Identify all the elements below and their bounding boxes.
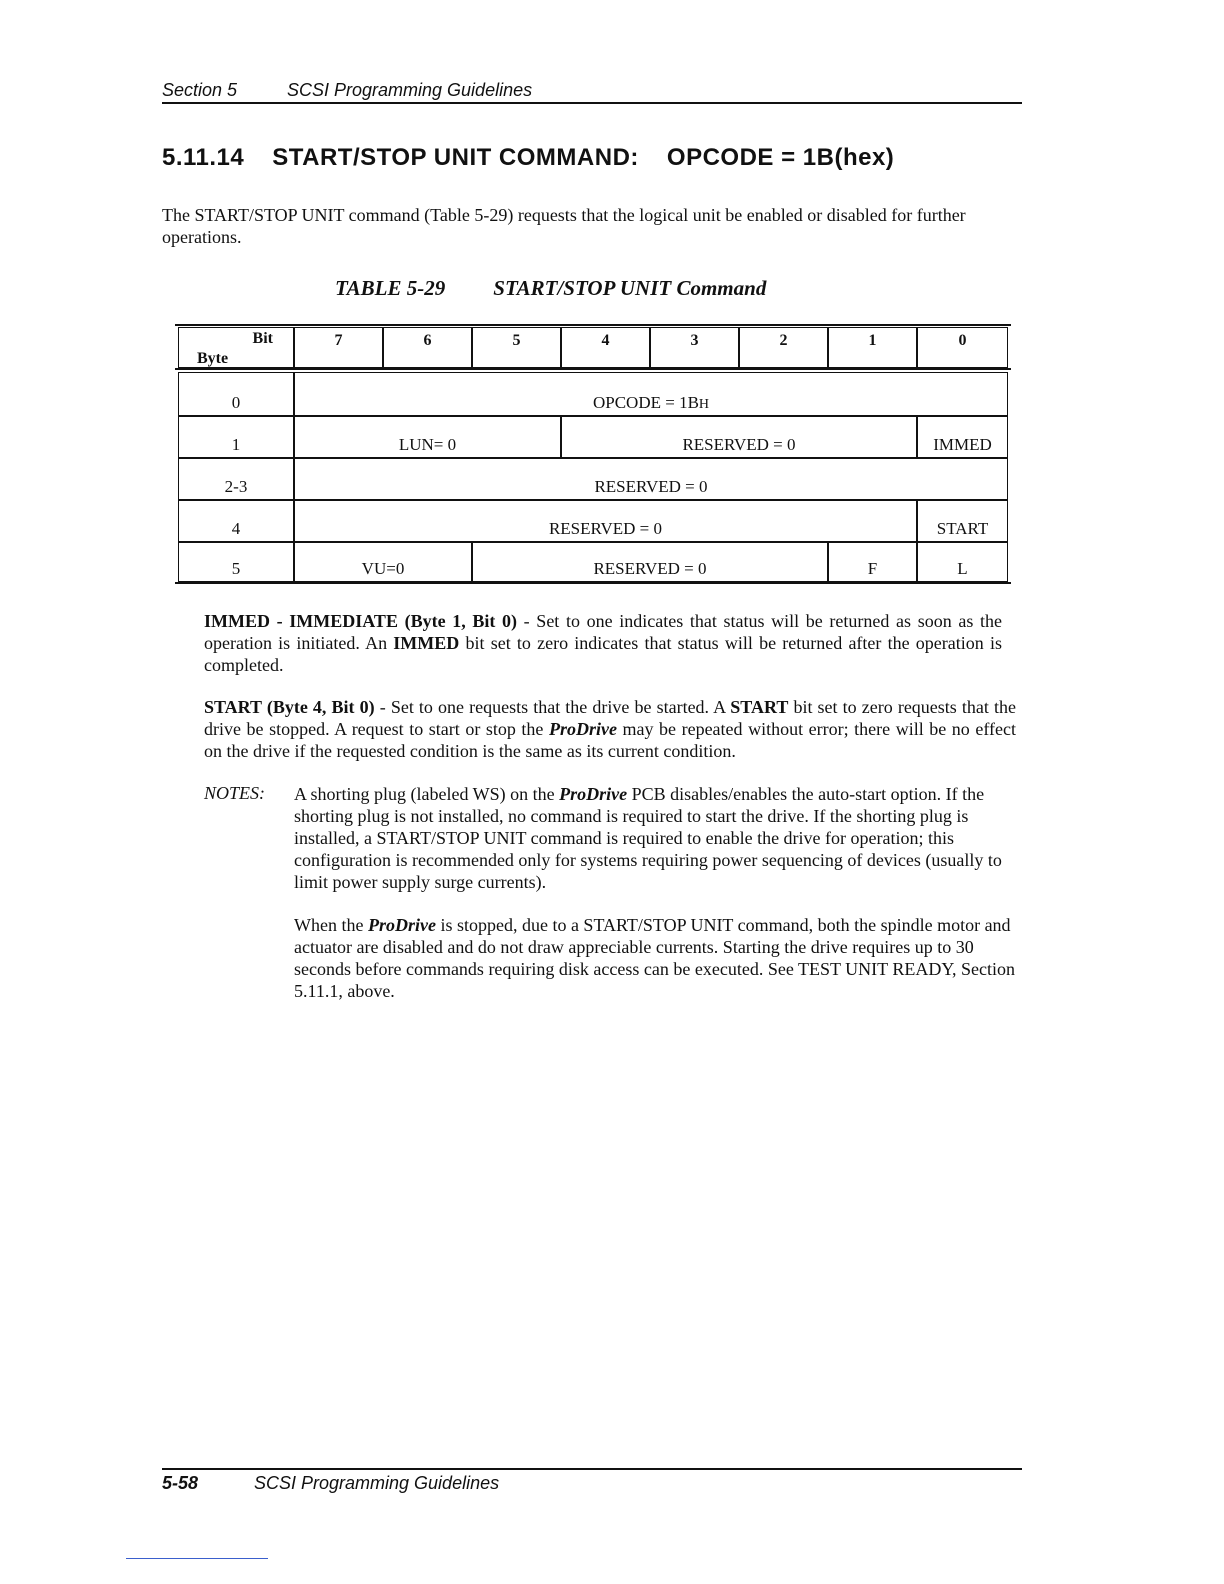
bit-header-6: 6 bbox=[383, 327, 472, 368]
bit-header-4: 4 bbox=[561, 327, 650, 368]
product-name: ProDrive bbox=[559, 784, 628, 804]
notes-label: NOTES: bbox=[204, 783, 266, 803]
immed-description bbox=[204, 610, 1002, 676]
section-heading bbox=[162, 144, 894, 172]
section-title: START/STOP UNIT COMMAND: bbox=[272, 144, 639, 171]
note-text: is stopped, due to a START/STOP UNIT command, both the spindle motor and actuator are disabled and do not draw appreciable currents. Starting the drive requires up to 30 seconds before commands requiring disk access can be executed. See TEST UNIT READY, Section 5.11.1, above. bbox=[294, 915, 1015, 1001]
opcode-cell bbox=[294, 372, 1008, 416]
intro-paragraph: The START/STOP UNIT command (Table 5-29) requests that the logical unit be enabled or disabled for further operations. bbox=[162, 205, 966, 247]
corner-byte-label: Byte bbox=[197, 350, 229, 367]
reserved-cell: RESERVED = 0 bbox=[561, 416, 917, 458]
footer-title: SCSI Programming Guidelines bbox=[254, 1473, 500, 1493]
reserved-cell: RESERVED = 0 bbox=[472, 542, 828, 582]
section-number: 5.11.14 bbox=[162, 144, 245, 171]
start-term: START (Byte 4, Bit 0) bbox=[204, 697, 375, 717]
note-text: When the bbox=[294, 915, 368, 935]
table-bottom-rule bbox=[175, 582, 1011, 584]
bit-header-5: 5 bbox=[472, 327, 561, 368]
bit-header-2: 2 bbox=[739, 327, 828, 368]
opcode-subscript: H bbox=[698, 397, 710, 412]
byte-label: 0 bbox=[178, 372, 294, 416]
table-caption bbox=[335, 276, 766, 301]
table-top-rule bbox=[175, 324, 1011, 326]
table-corner-cell bbox=[178, 327, 294, 368]
start-text-2: bit set to zero requests that the drive be stopped. A request to start or stop the bbox=[204, 697, 1016, 739]
product-name: ProDrive bbox=[367, 915, 436, 935]
start-term-2: START bbox=[730, 697, 789, 717]
byte-label: 4 bbox=[178, 500, 294, 542]
page-header bbox=[162, 80, 1022, 104]
byte-label: 1 bbox=[178, 416, 294, 458]
command-table bbox=[175, 324, 1011, 584]
immed-text-2: bit set to zero indicates that status will be returned after the operation is completed. bbox=[204, 633, 1002, 675]
footer-page-number: 5-58 bbox=[162, 1473, 199, 1493]
start-cell: START bbox=[917, 500, 1008, 542]
start-text-3: may be repeated without error; there will be no effect on the drive if the requested condition is the same as its current condition. bbox=[204, 719, 1016, 761]
table-caption-title: START/STOP UNIT Command bbox=[493, 276, 767, 300]
section-opcode: OPCODE = 1B(hex) bbox=[666, 144, 895, 171]
note-paragraph bbox=[294, 783, 1014, 893]
immed-text: - Set to one indicates that status will be returned as soon as the operation is initiated. An bbox=[204, 611, 1002, 653]
immed-cell: IMMED bbox=[917, 416, 1008, 458]
opcode-value: OPCODE = 1B bbox=[592, 393, 699, 412]
note-text: A shorting plug (labeled WS) on the bbox=[294, 784, 560, 804]
page-footer bbox=[162, 1468, 1022, 1493]
product-name: ProDrive bbox=[548, 719, 617, 739]
bit-header-7: 7 bbox=[294, 327, 383, 368]
table-caption-number: TABLE 5-29 bbox=[335, 276, 446, 300]
footnote-rule bbox=[126, 1558, 268, 1559]
byte-label: 2-3 bbox=[178, 458, 294, 500]
reserved-cell: RESERVED = 0 bbox=[294, 458, 1008, 500]
flag-cell: F bbox=[828, 542, 917, 582]
start-text: - Set to one requests that the drive be started. A bbox=[374, 697, 731, 717]
reserved-cell: RESERVED = 0 bbox=[294, 500, 917, 542]
immed-term-2: IMMED bbox=[393, 633, 460, 653]
bit-header-3: 3 bbox=[650, 327, 739, 368]
bit-header-1: 1 bbox=[828, 327, 917, 368]
vu-cell: VU=0 bbox=[294, 542, 472, 582]
bit-header-0: 0 bbox=[917, 327, 1008, 368]
corner-bit-label: Bit bbox=[252, 330, 273, 347]
immed-term: IMMED - IMMEDIATE (Byte 1, Bit 0) bbox=[204, 611, 518, 631]
table-header-rule bbox=[175, 368, 1011, 370]
note-paragraph bbox=[294, 914, 1022, 1002]
header-section: Section 5 bbox=[162, 80, 238, 100]
byte-label: 5 bbox=[178, 542, 294, 582]
header-title: SCSI Programming Guidelines bbox=[287, 80, 533, 100]
lun-cell: LUN= 0 bbox=[294, 416, 561, 458]
link-cell: L bbox=[917, 542, 1008, 582]
note-text: PCB disables/enables the auto-start option. If the shorting plug is not installed, no command is required to start the drive. If the shorting plug is installed, a START/STOP UNIT command is required to enable the drive for operation; this configuration is recommended only for systems requiring power sequencing of devices (usually to limit power supply surge currents). bbox=[294, 784, 1002, 892]
start-description bbox=[204, 696, 1016, 762]
